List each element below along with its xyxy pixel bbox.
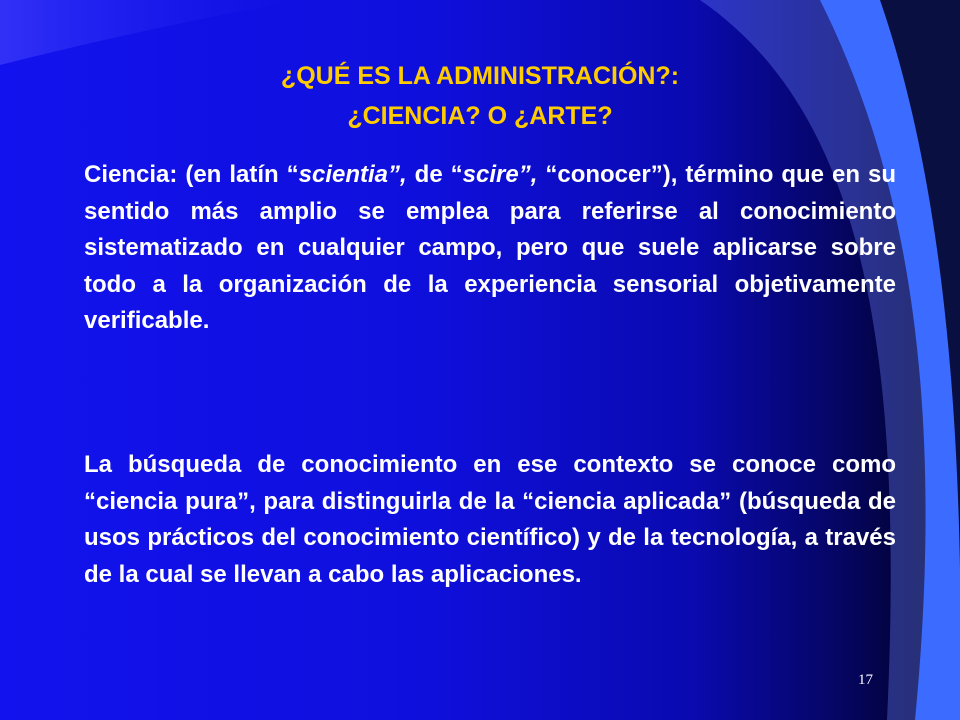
latin-term-scientia: scientia”, [298,161,407,188]
paragraph1-prefix: Ciencia: (en latín “ [84,161,299,188]
paragraph1-mid: de “ [406,161,463,188]
slide-title [150,56,810,136]
paragraph1-rest: “conocer”), término que en su sentido más amplio se emplea para referirse al conocimiento sistematizado en cualquier campo, pero que suele aplicarse sobre todo a la organización de la experiencia sensorial objetivamente verificable. [84,161,896,335]
paragraph-busqueda: La búsqueda de conocimiento en ese contexto se conoce como “ciencia pura”, para distinguirla de la “ciencia aplicada” (búsqueda de usos prácticos del conocimiento científico) y de la tecnología, a través de la cual se llevan a cabo las aplicaciones. [84,451,896,588]
page-number: 17 [858,672,873,688]
latin-term-scire: scire”, [462,161,538,188]
title-line-1: ¿QUÉ ES LA ADMINISTRACIÓN?: [280,62,680,90]
paragraph-ciencia [84,157,896,340]
title-line-2: ¿CIENCIA? O ¿ARTE? [347,102,613,130]
